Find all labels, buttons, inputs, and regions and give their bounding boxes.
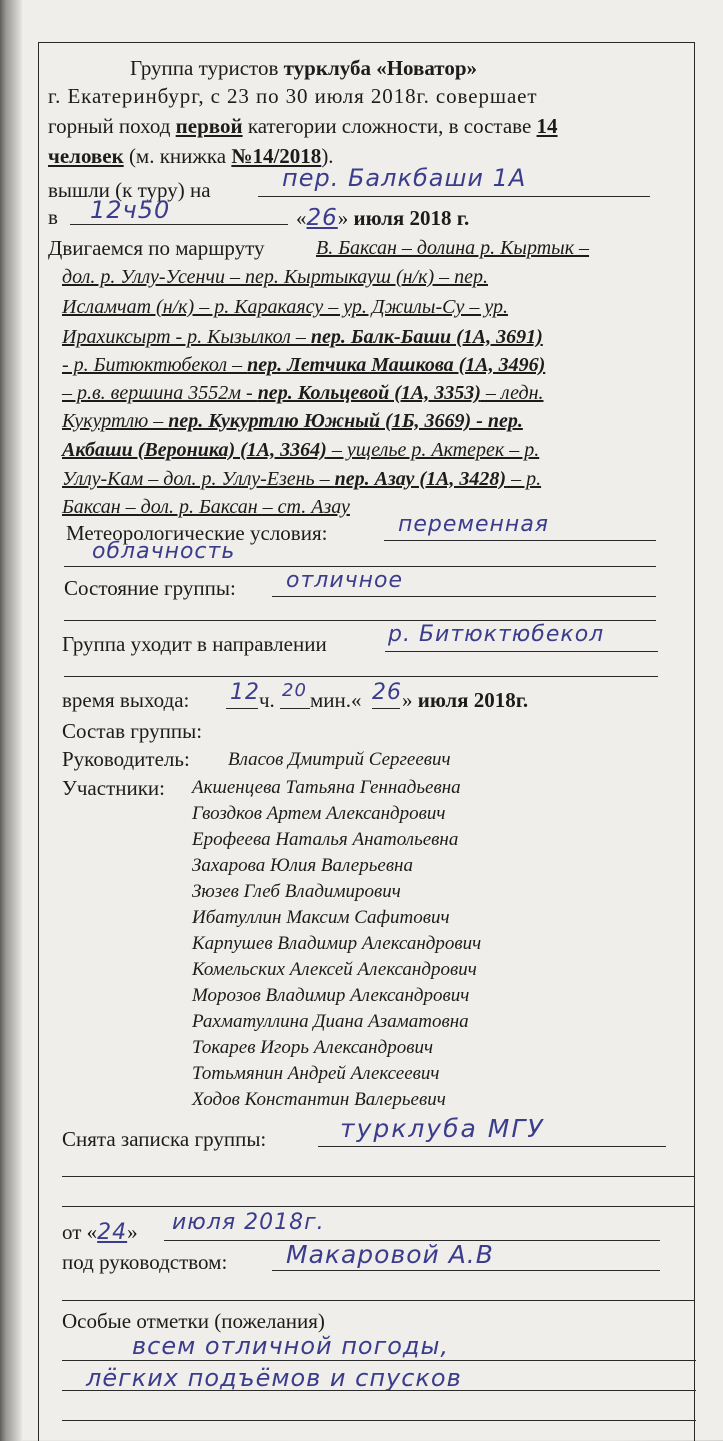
composition-label: Состав группы: [62,719,203,743]
route-line [62,497,350,517]
route-line [62,469,541,489]
club-name: турклуба «Новатор» [283,56,478,80]
leader-label: Руководитель: [62,747,190,771]
route-segment: – р. [506,468,542,490]
participant-name: Комельских Алексей Александрович [192,959,477,980]
under-label: под руководством: [62,1250,228,1274]
hours-unit: ч. [259,688,275,712]
minutes-unit: мин.« [310,688,362,712]
participant-name: Карпушев Владимир Александрович [192,933,482,954]
participant-name: Захарова Юлия Валерьевна [192,855,413,876]
under-underline-2 [62,1300,694,1301]
hike-label: горный поход [48,114,176,138]
state-underline-2 [64,620,656,621]
exit-value: пер. Балкбаши 1А [282,164,527,192]
notes-underline-1 [62,1360,696,1361]
route-segment: Ирахиксырт - р. Кызылкол – [62,326,311,348]
book-label: (м. книжка [123,144,232,168]
quote-close: » [337,206,349,230]
minutes-underline [280,708,310,709]
notes-underline-3 [62,1420,696,1421]
participant-name: Тотьмянин Андрей Алексеевич [192,1063,440,1084]
dep-quote-close: » [402,688,413,712]
group-label: Группа туристов [130,56,284,80]
exit-month-year: июля 2018 г. [353,206,470,230]
weather-value-1: переменная [398,512,550,537]
notes-line-1: всем отличной погоды, [132,1332,450,1360]
weather-underline-2 [64,566,656,567]
exit-day-value: 26 [306,205,338,231]
exit-time-underline [70,224,288,225]
exit-underline [258,196,650,197]
route-line [62,355,545,375]
weather-underline-1 [384,540,656,541]
route-segment: пер. Кукуртлю Южный (1Б, 3669) - пер. [168,410,523,432]
dep-day-underline [372,708,400,709]
route-segment: дол. р. Уллу-Усенчи – пер. Кыртыкауш (н/к) – пер. [62,266,489,288]
route-line [316,238,589,258]
header-line-2: г. Екатеринбург, с 23 по 30 июля 2018г. совершает [48,84,538,108]
from-quote-open: от « [62,1220,98,1244]
exit-in-label: в [48,205,58,229]
quote-open: « [296,206,307,230]
notes-underline-2 [62,1390,696,1391]
direction-underline-2 [64,676,658,677]
removal-underline-3 [62,1206,694,1207]
hours-underline [226,708,258,709]
direction-value: р. Битюктюбекол [388,622,605,647]
participant-name: Токарев Игорь Александрович [192,1037,434,1058]
state-value: отличное [286,568,404,593]
route-segment: пер. Кольцевой (1А, 3353) [257,382,481,404]
book-number: №14/2018 [231,144,322,168]
weather-label: Метеорологические условия: [66,521,328,545]
exit-label: вышли (к туру) на [48,178,211,202]
dep-month-year: июля 2018г. [417,688,529,712]
route-segment: Акбаши (Вероника) (1А, 3364) [62,439,327,461]
route-segment: пер. Азау (1А, 3428) [334,468,507,490]
route-line [62,267,488,287]
header-line-1 [130,58,477,79]
participant-name: Зюзев Глеб Владимирович [192,881,401,902]
from-date-rest: июля 2018г. [172,1210,325,1235]
route-segment: пер. Балк-Баши (1А, 3691) [310,326,543,348]
participants-label: Участники: [62,776,166,800]
route-line [62,297,508,317]
route-label: Двигаемся по маршруту [48,236,265,260]
state-label: Состояние группы: [64,576,236,600]
departure-minutes: 20 [282,680,307,701]
route-segment: - р. Битюктюбекол – [62,354,248,376]
participant-name: Гвоздков Артем Александрович [192,803,446,824]
book-end: ). [321,144,334,168]
participant-name: Акшенцева Татьяна Геннадьевна [192,777,461,798]
removal-underline [318,1146,666,1147]
from-group [62,1222,138,1244]
route-segment: Баксан – дол. р. Баксан – ст. Азау [62,496,350,518]
participant-name: Ибатуллин Максим Сафитович [192,907,450,928]
departure-label: время выхода: [62,688,190,712]
under-value: Макаровой А.В [286,1240,494,1269]
people-count: 14 [536,114,558,138]
route-line [62,440,539,460]
removal-underline-2 [62,1176,694,1177]
dep-close-group [402,690,528,711]
exit-day-group [296,207,469,230]
route-segment: Исламчат (н/к) – р. Каракаясу – ур. Джилы-Су – ур. [62,296,508,318]
from-quote-close: » [127,1220,138,1244]
route-segment: пер. Летчика Машкова (1А, 3496) [247,354,546,376]
direction-label: Группа уходит в направлении [62,632,327,656]
removal-label: Снята записка группы: [62,1127,267,1151]
route-line [62,327,543,347]
route-segment: Кукуртлю – [62,410,169,432]
removal-value: турклуба МГУ [340,1114,545,1143]
route-segment: – р.в. вершина 3552м - [62,382,258,404]
participant-name: Ерофеева Наталья Анатольевна [192,829,459,850]
direction-underline [385,651,658,652]
category-text: категории сложности, в составе [242,114,537,138]
category-value: первой [175,114,243,138]
leader-name: Власов Дмитрий Сергеевич [228,749,451,770]
notes-label: Особые отметки (пожелания) [62,1309,325,1333]
route-segment: – ледн. [480,382,544,404]
departure-hours: 12 [230,680,260,705]
route-segment: В. Баксан – долина р. Кыртык – [316,237,590,259]
people-label: человек [48,144,124,168]
participant-name: Ходов Константин Валерьевич [192,1089,446,1110]
notes-line-2: лёгких подъёмов и спусков [86,1364,462,1392]
weather-value-2: облачность [92,539,236,564]
participant-name: Морозов Владимир Александрович [192,985,470,1006]
header-line-3 [48,116,558,137]
route-segment: Уллу-Кам – дол. р. Уллу-Езень – [62,468,335,490]
route-line [62,383,544,403]
state-underline [272,596,656,597]
from-day: 24 [97,1220,128,1245]
route-line [62,411,523,431]
under-underline [272,1270,660,1271]
route-segment: – ущелье р. Актерек – р. [326,439,540,461]
departure-day: 26 [372,680,402,705]
participant-name: Рахматуллина Диана Азаматовна [192,1011,469,1032]
exit-time-value: 12ч50 [90,196,171,224]
